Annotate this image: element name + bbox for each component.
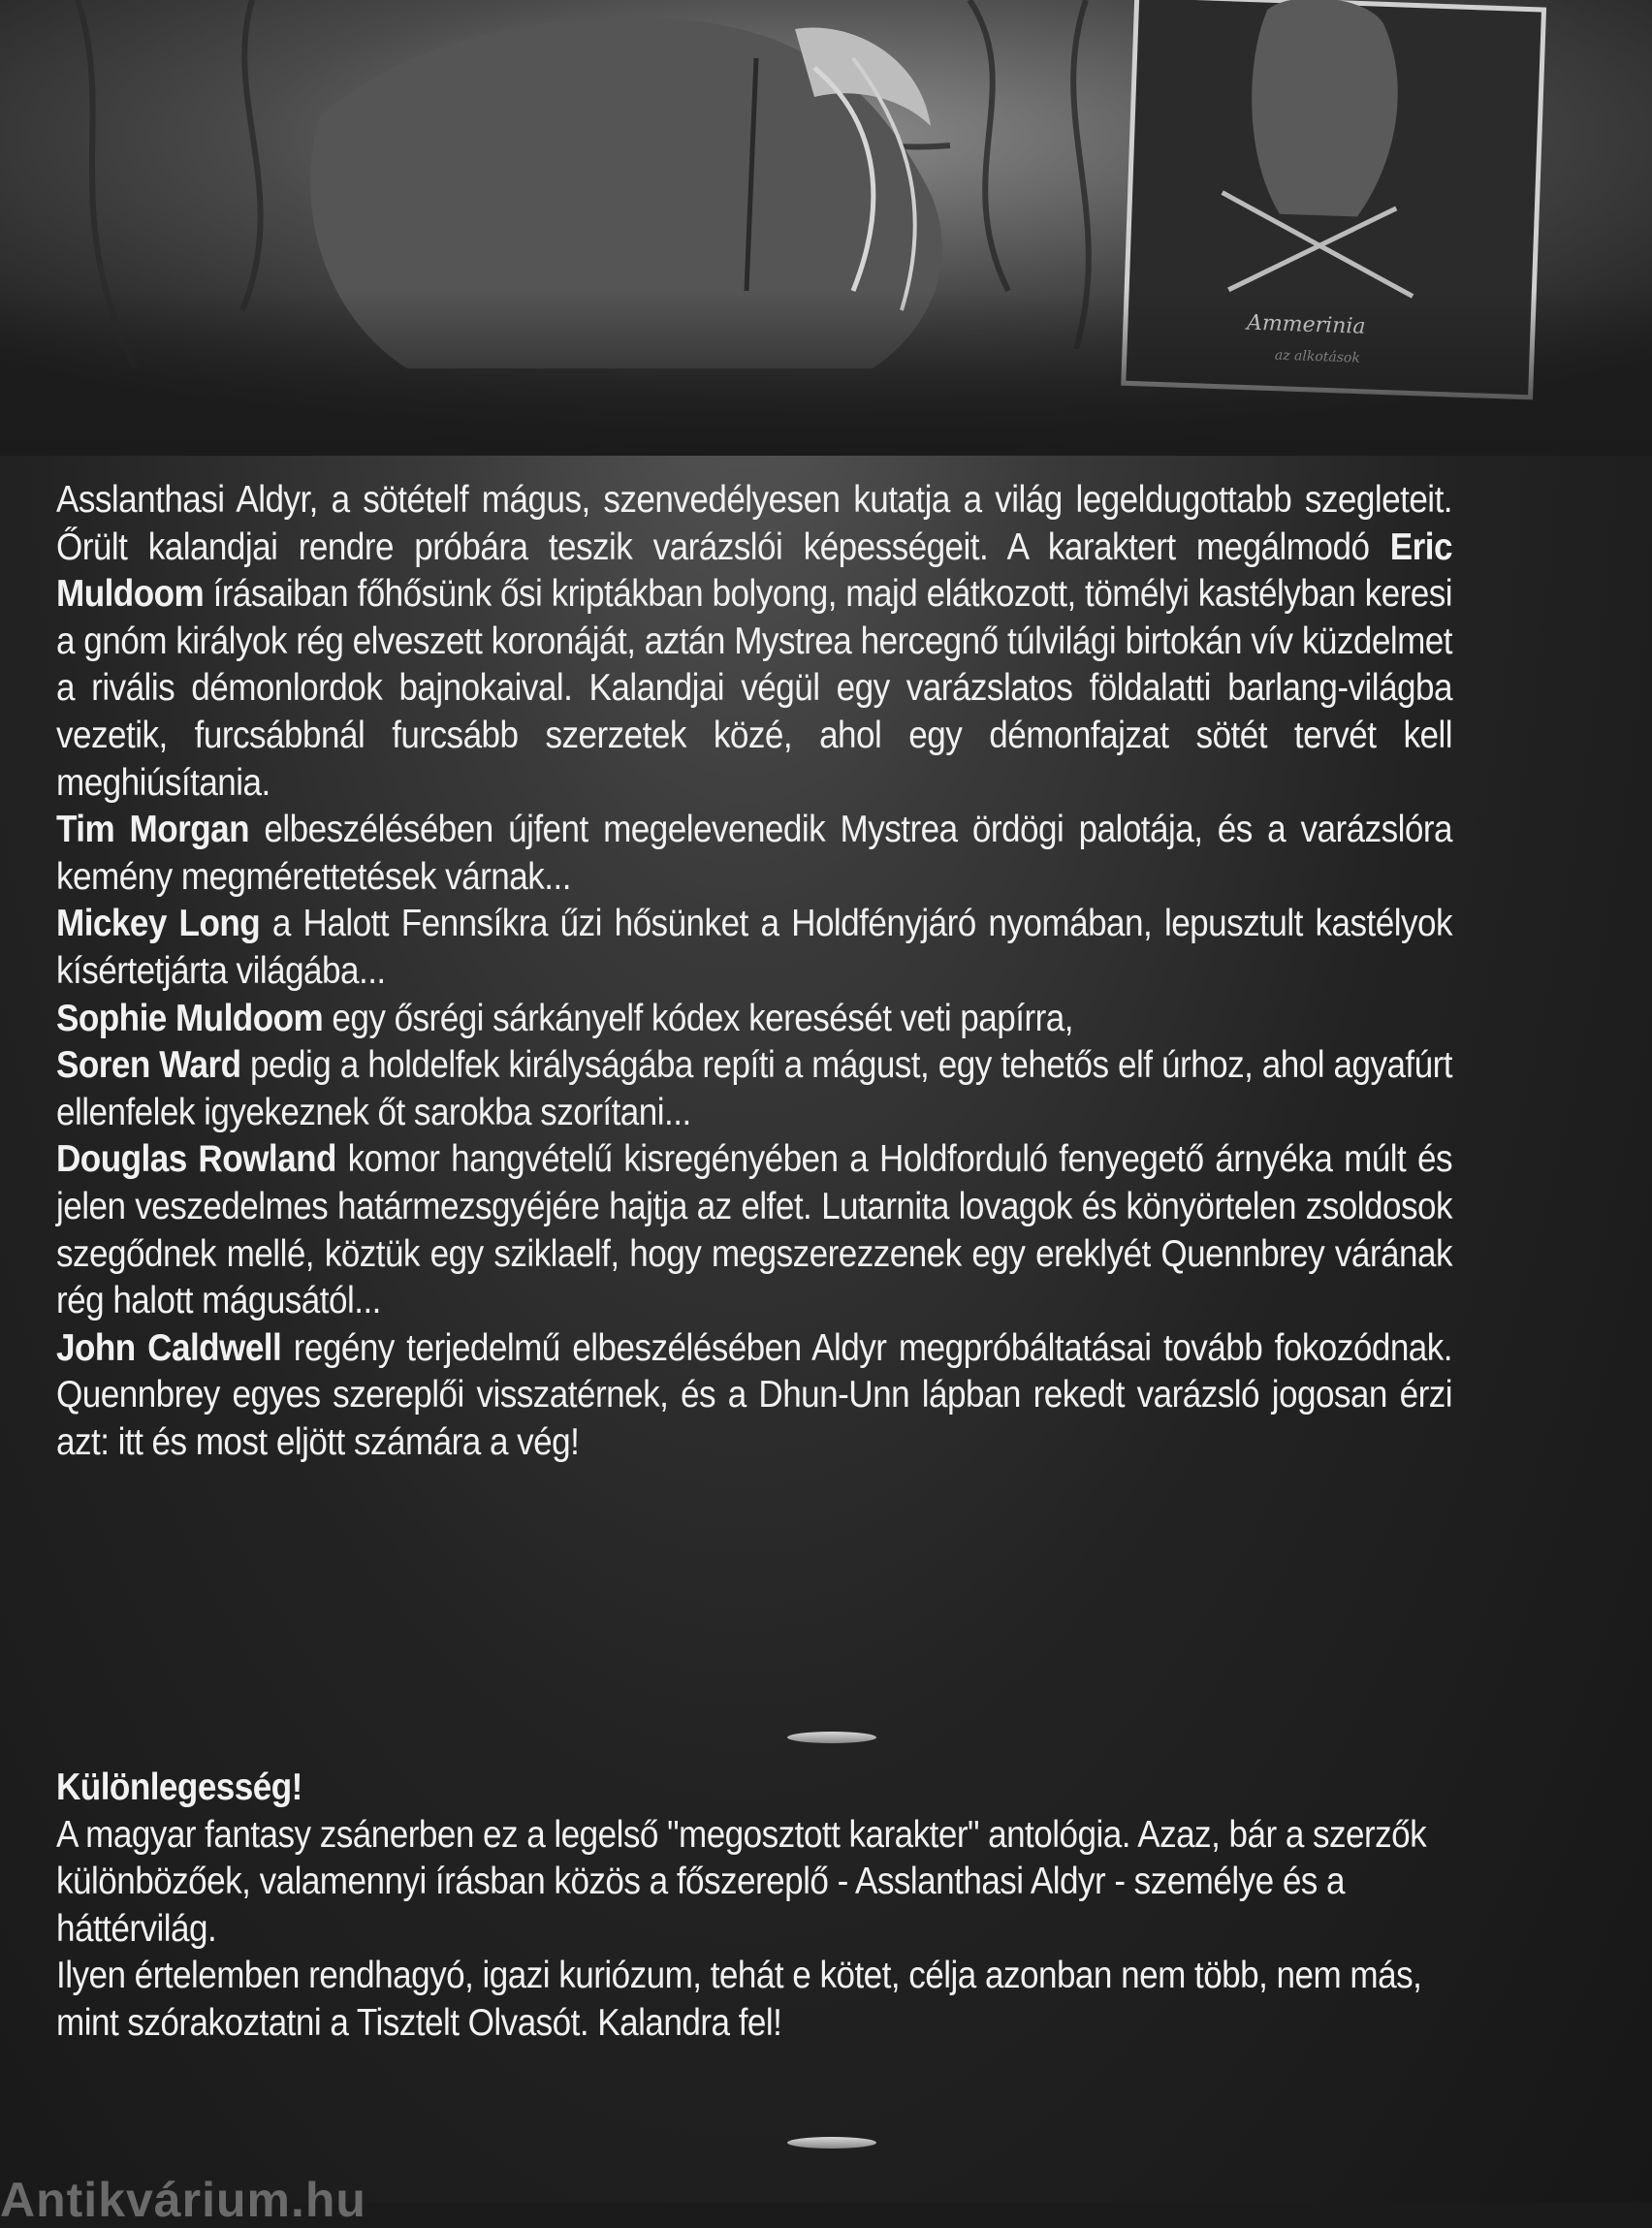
special-paragraph-2: Ilyen értelemben rendhagyó, igazi kuriózum, tehát e kötet, célja azonban nem több, nem más, mint szórakoztatni a Tisztelt Olvasót. Kalandra fel! [56,1955,1422,2044]
blurb-eric-text: írásaiban főhősünk ősi kriptákban bolyong, majd elátkozott, tömélyi kastélyban keresi a gnóm királyok rég elveszett koronáját, aztán Mystrea hercegnő túlvilági birtokán vív küzdelmet a rivális démonlordok bajnokaival. Kalandjai végül egy varázslatos földalatti barlang-világba vezetik, furcsábbnál furcsább szerzetek közé, ahol egy démonfajzat sötét tervét kell meghiúsítania. [56,573,1452,804]
blurb-intro: Asslanthasi Aldyr, a sötételf mágus, szenvedélyesen kutatja a világ legeldugottabb szegleteit. Őrült kalandjai rendre próbára teszik varázslói képességeit. A karaktert megálmodó [56,479,1452,568]
blurb-paragraph-eric [56,477,1452,807]
blurb-tim-text: elbeszélésében újfent megelevenedik Mystrea ördögi palotája, és a varázslóra kemény megmérettetések várnak... [56,809,1452,898]
special-section [56,1765,1452,2048]
cover-illustration [0,0,1652,456]
author-douglas-rowland: Douglas Rowland [56,1138,336,1181]
blurb-paragraph-douglas [56,1136,1452,1324]
watermark: Antikvárium.hu [0,2173,366,2227]
author-sophie-muldoom: Sophie Muldoom [56,997,324,1039]
blurb-douglas-text: komor hangvételű kisregényében a Holdforduló fenyegető árnyéka múlt és jelen veszedelmes határmezsgyéjére hajtja az elfet. Lutarnita lovagok és könyörtelen zsoldosok szegődnek mellé, köztük egy sziklaelf, hogy megszerezzenek egy ereklyét Quennbrey várának rég halott mágusától... [56,1138,1452,1322]
blurb-paragraph-sophie [56,996,1452,1043]
section-divider [787,1732,876,1743]
author-soren-ward: Soren Ward [56,1044,241,1087]
blurb-paragraph-soren [56,1042,1452,1136]
blurb-paragraph-john [56,1325,1452,1467]
blurb-paragraph-tim [56,807,1452,901]
author-john-caldwell: John Caldwell [56,1326,282,1369]
author-tim-morgan: Tim Morgan [56,809,250,851]
blurb-sophie-text: egy ősrégi sárkányelf kódex keresését veti papírra, [332,997,1073,1039]
blurb-john-text: regény terjedelmű elbeszélésében Aldyr megpróbáltatásai tovább fokozódnak. Quennbrey egyes szereplői visszatérnek, és a Dhun-Unn lápban rekedt varázsló jogosan érzi azt: itt és most eljött számára a vég! [56,1326,1452,1463]
blurb-paragraph-mickey [56,901,1452,995]
blurb-soren-text: pedig a holdelfek királyságába repíti a mágust, egy tehetős elf úrhoz, ahol agyafúrt ellenfelek igyekeznek őt sarokba szorítani... [56,1044,1452,1133]
bottom-divider [787,2137,876,2148]
special-paragraph-1: A magyar fantasy zsánerben ez a legelső "megosztott karakter" antológia. Azaz, bár a szerzők különbözőek, valamennyi írásban közös a főszereplő - Asslanthasi Aldyr - személye és a háttérvilág. [56,1813,1427,1950]
author-eric-muldoom: Eric Muldoom [56,525,1452,616]
blurb-text [56,477,1452,1466]
special-heading: Különlegesség! [56,1766,302,1808]
blurb-mickey-text: a Halott Fennsíkra űzi hősünket a Holdfényjáró nyomában, lepusztult kastélyok kísértetjárta világába... [56,903,1452,992]
author-mickey-long: Mickey Long [56,903,261,945]
